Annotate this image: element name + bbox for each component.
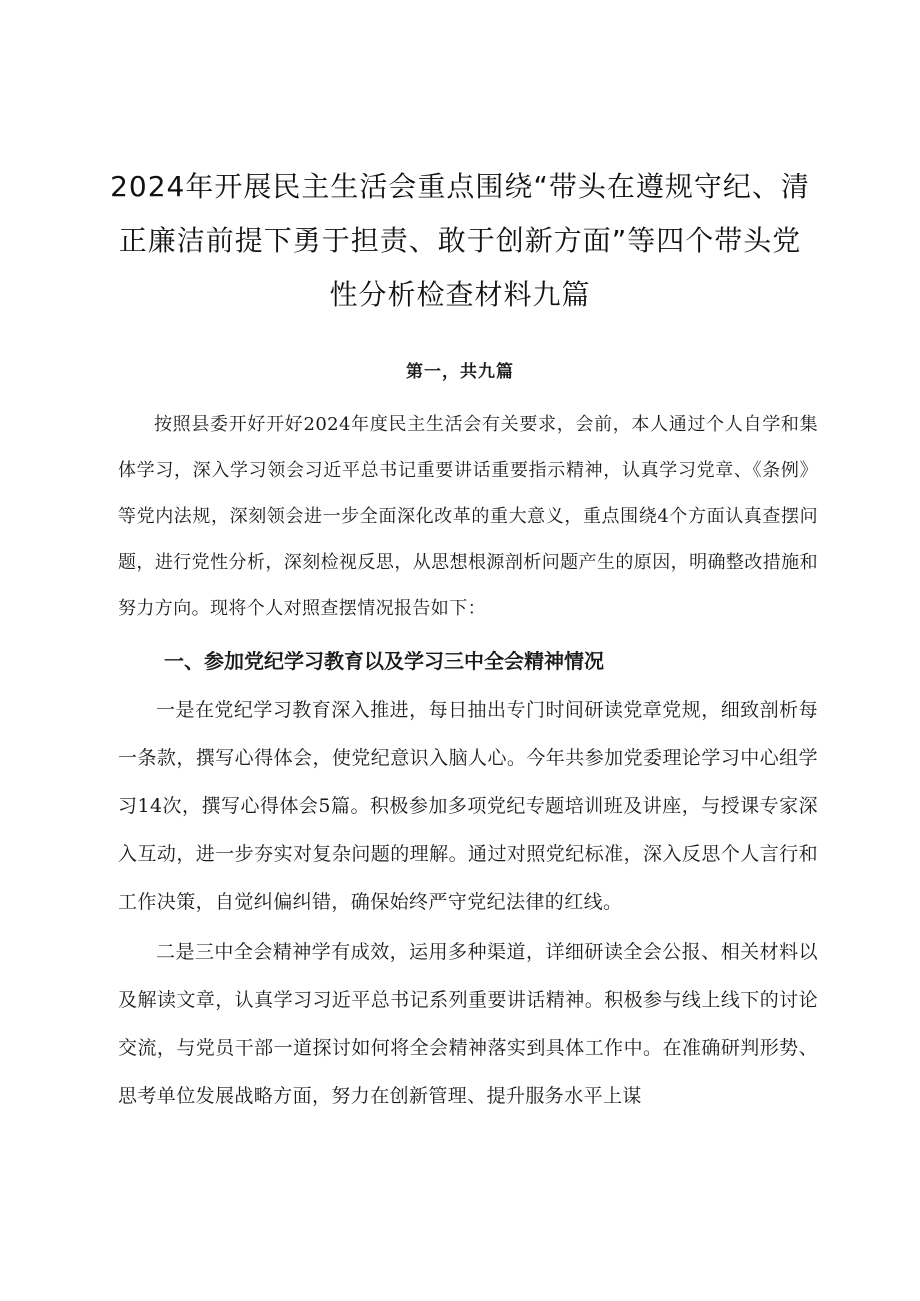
section-heading: 一、参加党纪学习教育以及学习三中全会精神情况 bbox=[164, 649, 604, 673]
intro-paragraph: 按照县委开好开好2024年度民主生活会有关要求，会前，本人通过个人自学和集体学习，深入学习领会习近平总书记重要讲话重要指示精神，认真学习党章、《条例》等党内法规，深刻领会进一步全面深化改革的重大意义，重点围绕4个方面认真查摆问题，进行党性分析，深刻检视反思，从思想根源剖析问题产生的原因，明确整改措施和努力方向。现将个人对照查摆情况报告如下： bbox=[118, 414, 818, 619]
document-subtitle: 第一，共九篇 bbox=[406, 362, 514, 382]
body-paragraph-2: 二是三中全会精神学有成效，运用多种渠道，详细研读全会公报、相关材料以及解读文章，认真学习习近平总书记系列重要讲话精神。积极参与线上线下的讨论交流，与党员干部一道探讨如何将全会精神落实到具体工作中。在准确研判形势、思考单位发展战略方面，努力在创新管理、提升服务水平上谋 bbox=[118, 941, 818, 1107]
document-title: 2024年开展民主生活会重点围绕“带头在遵规守纪、清正廉洁前提下勇于担责、敢于创新方面”等四个带头党性分析检查材料九篇 bbox=[110, 170, 810, 311]
body-paragraph-1: 一是在党纪学习教育深入推进，每日抽出专门时间研读党章党规，细致剖析每一条款，撰写心得体会，使党纪意识入脑人心。今年共参加党委理论学习中心组学习14次，撰写心得体会5篇。积极参加多项党纪专题培训班及讲座，与授课专家深入互动，进一步夯实对复杂问题的理解。通过对照党纪标准，深入反思个人言行和工作决策，自觉纠偏纠错，确保始终严守党纪法律的红线。 bbox=[118, 699, 818, 913]
